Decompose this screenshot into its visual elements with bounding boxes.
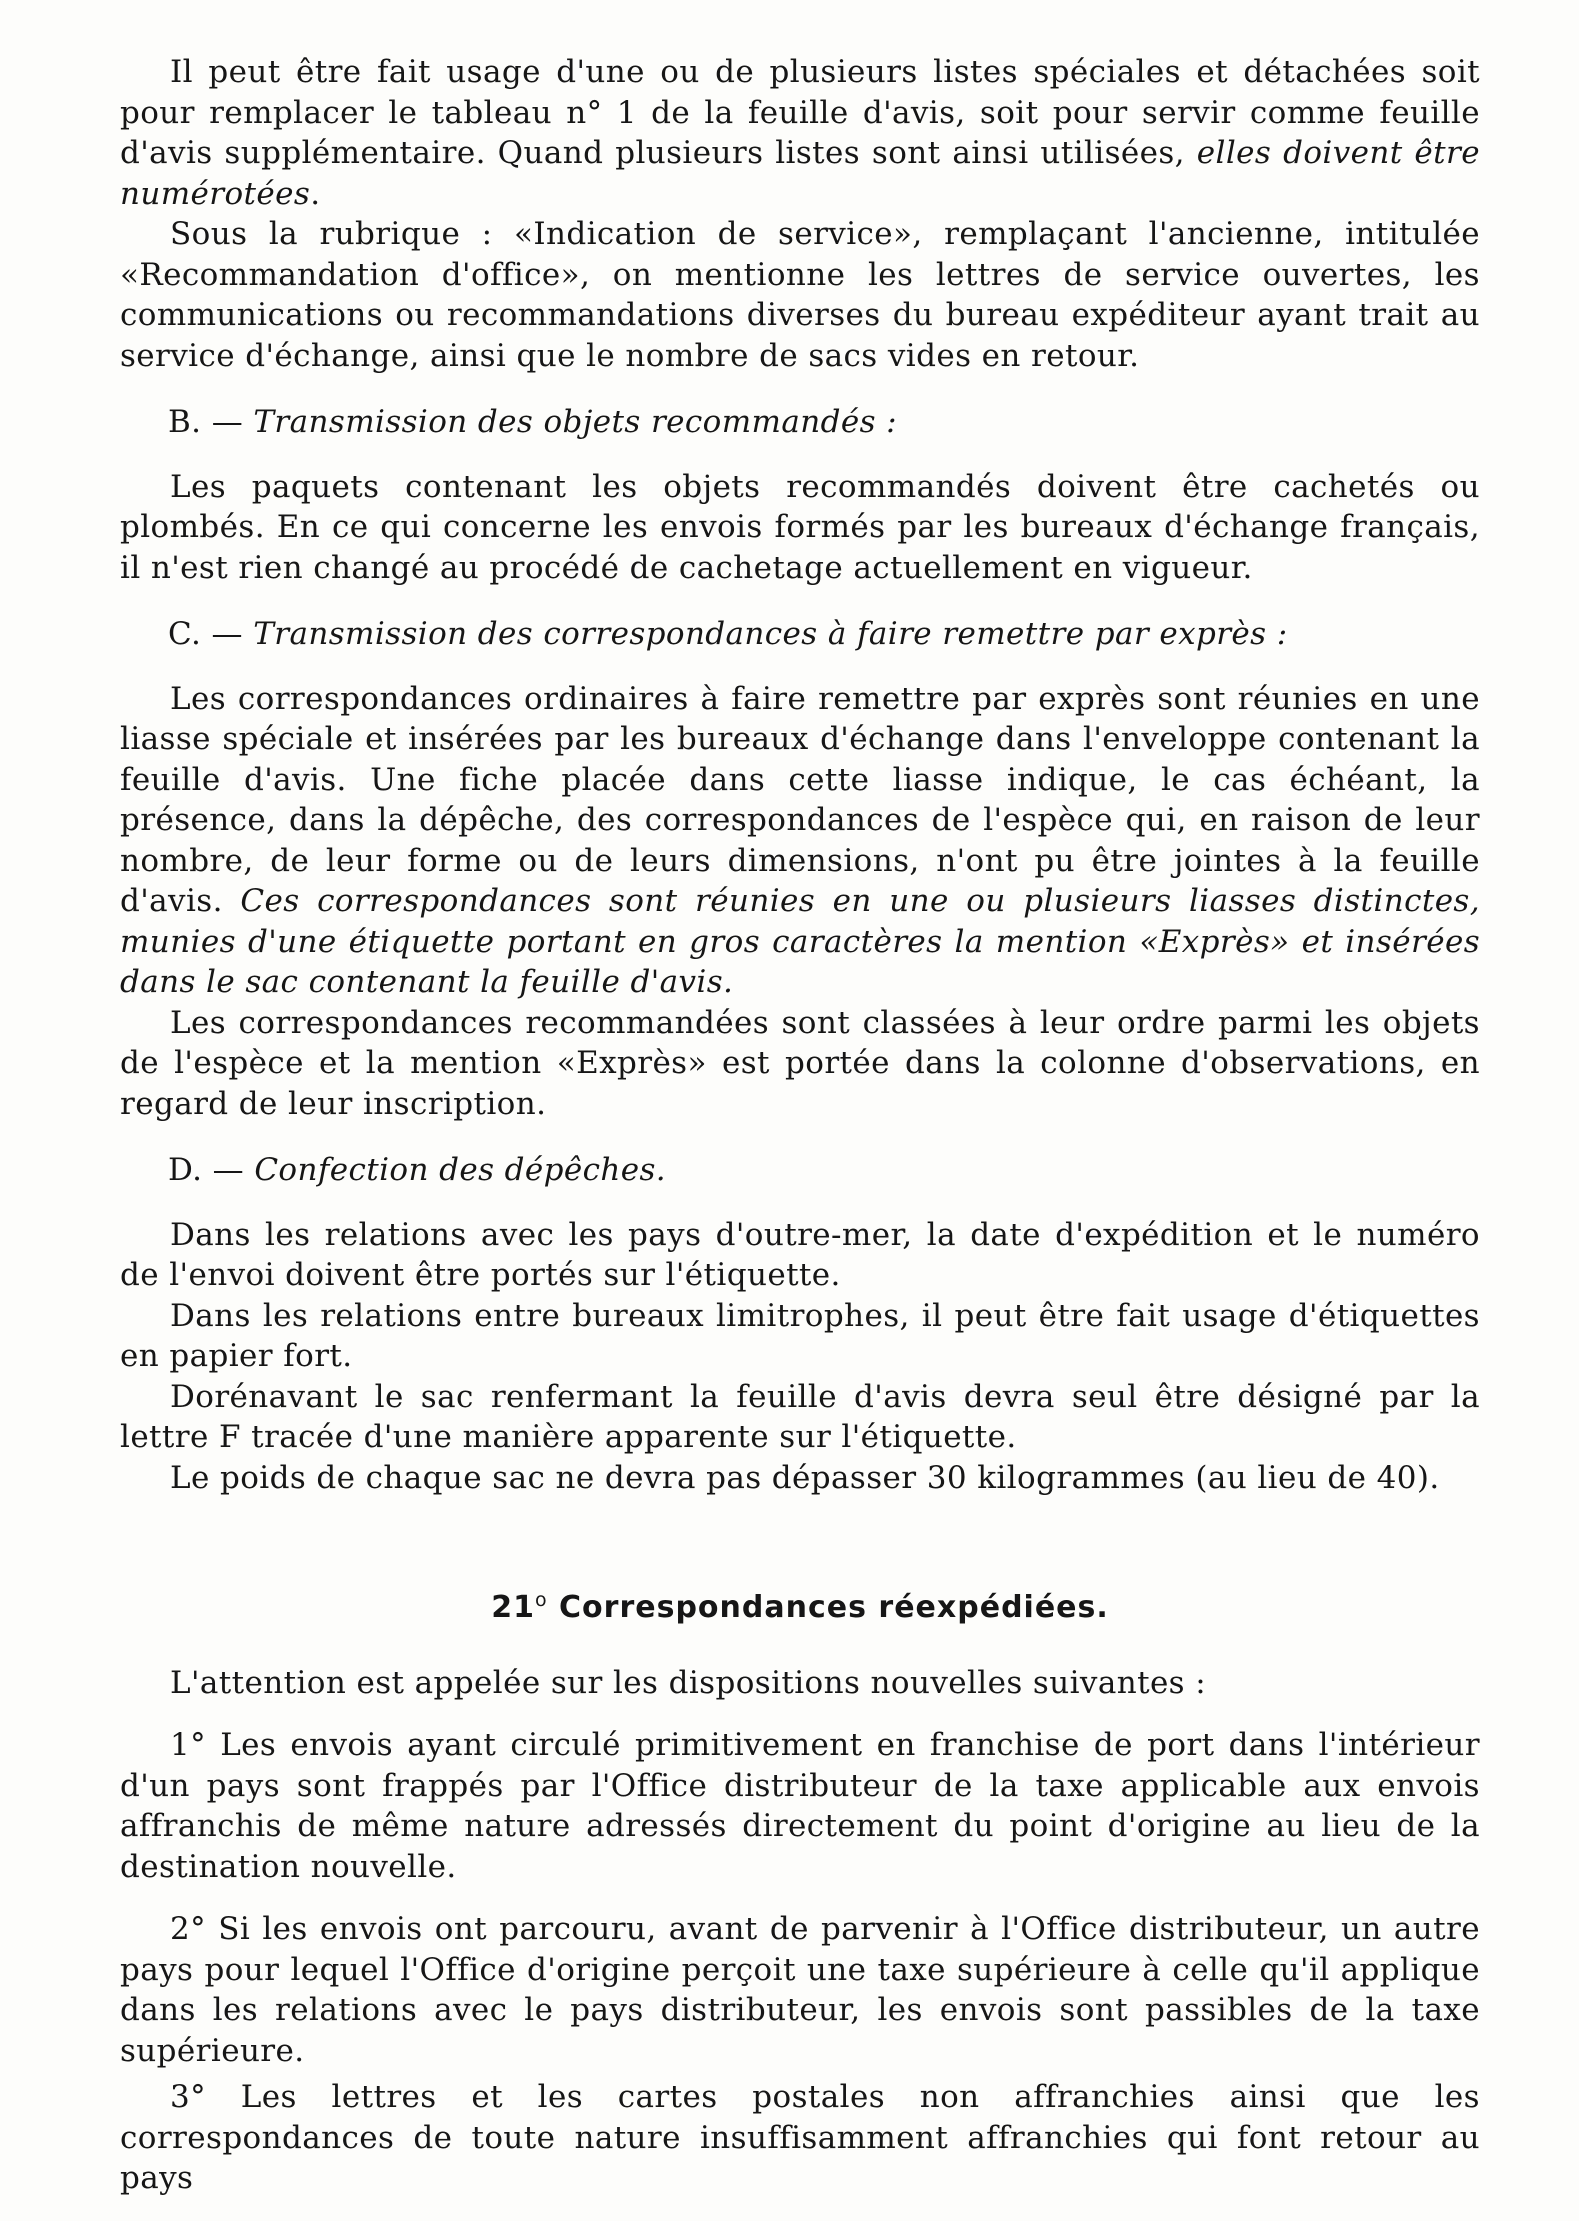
paragraph-border-offices: Dans les relations entre bureaux limitrophes, il peut être fait usage d'étiquettes en papier fort. bbox=[120, 1297, 1480, 1374]
list-item: 1° Les envois ayant circulé primitivement en franchise de port dans l'intérieur d'un pays sont frappés par l'Office distributeur de la taxe applicable aux envois affranchis de même nature adressés directement du point d'origine au lieu de la destination nouvelle. bbox=[120, 1727, 1480, 1885]
paragraph-section-intro: L'attention est appelée sur les dispositions nouvelles suivantes : bbox=[170, 1664, 1207, 1701]
subheading-c: C. — Transmission des correspondances à faire remettre par exprès : bbox=[168, 616, 1288, 652]
paragraph-bag-f: Dorénavant le sac renfermant la feuille d'avis devra seul être désigné par la lettre F tracée d'une manière apparente sur l'étiquette. bbox=[120, 1378, 1480, 1455]
list-item: 2° Si les envois ont parcouru, avant de parvenir à l'Office distributeur, un autre pays pour lequel l'Office d'origine perçoit une taxe supérieure à celle qu'il applique dans les relations avec le pays distributeur, les envois sont passibles de la taxe supérieure. bbox=[120, 1911, 1480, 2069]
paragraph-separate-lists: Il peut être fait usage d'une ou de plusieurs listes spéciales et détachées soit pour remplacer le tableau n° 1 de la feuille d'avis, soit pour servir comme feuille d'avis supplémentaire. Quand plusieurs listes sont ainsi utilisées, elles doivent être numérotées. bbox=[120, 54, 1480, 212]
page-text bbox=[120, 52, 1480, 2199]
section-title: 21$^o$ Correspondances réexpédiées. bbox=[491, 1589, 1109, 1625]
paragraph-service-indication: Sous la rubrique : «Indication de service», remplaçant l'ancienne, intitulée «Recommandation d'office», on mentionne les lettres de service ouvertes, les communications ou recommandations diverses du bureau expéditeur ayant trait au service d'échange, ainsi que le nombre de sacs vides en retour. bbox=[120, 216, 1480, 374]
emphasis-numbered: elles doivent être numérotées bbox=[120, 135, 1480, 212]
subheading-d: D. — Confection des dépêches. bbox=[168, 1152, 667, 1188]
paragraph-express-ordinary: Les correspondances ordinaires à faire remettre par exprès sont réunies en une liasse spéciale et insérées par les bureaux d'échange dans l'enveloppe contenant la feuille d'avis. Une fiche placée dans cette liasse indique, le cas échéant, la présence, dans la dépêche, des correspondances de l'espèce qui, en raison de leur nombre, de leur forme ou de leurs dimensions, n'ont pu être jointes à la feuille d'avis. Ces correspondances sont réunies en une ou plusieurs liasses distinctes, munies d'une étiquette portant en gros caractères la mention «Exprès» et insérées dans le sac contenant la feuille d'avis. bbox=[120, 680, 1480, 1000]
list-item: 3° Les lettres et les cartes postales non affranchies ainsi que les correspondances de toute nature insuffisamment affranchies qui font retour au pays bbox=[120, 2079, 1480, 2196]
emphasis-express-bundles: Ces correspondances sont réunies en une ou plusieurs liasses distinctes, munies d'une étiquette portant en gros caractères la mention «Exprès» et insérées dans le sac contenant la feuille d'avis. bbox=[120, 883, 1480, 1000]
paragraph-bag-weight: Le poids de chaque sac ne devra pas dépasser 30 kilogrammes (au lieu de 40). bbox=[170, 1459, 1440, 1496]
paragraph-express-registered: Les correspondances recommandées sont classées à leur ordre parmi les objets de l'espèce et la mention «Exprès» est portée dans la colonne d'observations, en regard de leur inscription. bbox=[120, 1004, 1480, 1122]
subheading-b: B. — Transmission des objets recommandés : bbox=[168, 404, 897, 440]
paragraph-registered-packets: Les paquets contenant les objets recommandés doivent être cachetés ou plombés. En ce qui concerne les envois formés par les bureaux d'échange français, il n'est rien changé au procédé de cachetage actuellement en vigueur. bbox=[120, 468, 1480, 586]
paragraph-overseas: Dans les relations avec les pays d'outre-mer, la date d'expédition et le numéro de l'envoi doivent être portés sur l'étiquette. bbox=[120, 1216, 1480, 1293]
